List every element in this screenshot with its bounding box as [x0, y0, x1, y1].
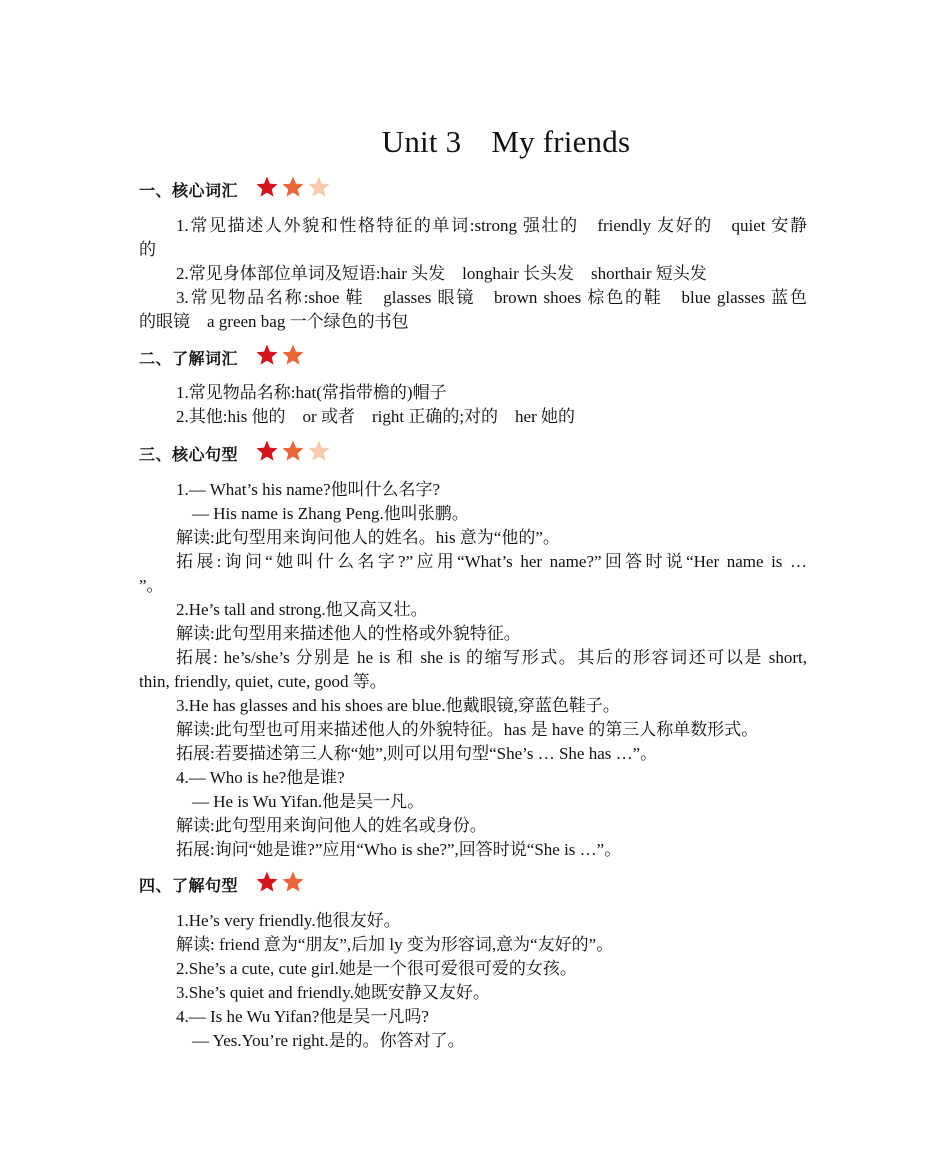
- star-icon: [254, 439, 280, 463]
- section-title: 三、核心句型: [139, 444, 239, 464]
- text-line: 解读: friend 意为“朋友”,后加 ly 变为形容词,意为“友好的”。: [176, 935, 614, 954]
- section-heading-extra-vocabulary: [139, 344, 306, 370]
- text-line: 2.He’s tall and strong.他又高又壮。: [176, 600, 428, 619]
- text-line: 3.常见物品名称:shoe 鞋 glasses 眼镜 brown shoes 棕色的鞋 blue glasses 蓝色: [176, 288, 807, 307]
- star-icon: [306, 439, 332, 463]
- text-line: 的眼镜 a green bag 一个绿色的书包: [139, 312, 409, 331]
- star-icon: [254, 175, 280, 199]
- text-line: 2.其他:his 他的 or 或者 right 正确的;对的 her 她的: [176, 407, 576, 426]
- text-line: — He is Wu Yifan.他是吴一凡。: [192, 792, 425, 811]
- text-line: 拓展:若要描述第三人称“她”,则可以用句型“She’s … She has …”。: [176, 744, 658, 763]
- section-heading-core-sentences: [139, 440, 332, 466]
- text-line: 的: [139, 240, 156, 259]
- text-line: 4.— Is he Wu Yifan?他是吴一凡吗?: [176, 1007, 429, 1026]
- star-icon: [306, 175, 332, 199]
- star-rating: [254, 175, 332, 199]
- star-icon: [280, 439, 306, 463]
- text-line: 拓展:询问“她是谁?”应用“Who is she?”,回答时说“She is …”。: [176, 840, 622, 859]
- text-line: 1.常见物品名称:hat(常指带檐的)帽子: [176, 383, 447, 402]
- text-line: 1.常见描述人外貌和性格特征的单词:strong 强壮的 friendly 友好的 quiet 安静: [176, 216, 807, 235]
- star-rating: [254, 870, 306, 894]
- text-line: 1.— What’s his name?他叫什么名字?: [176, 480, 441, 499]
- star-icon: [254, 343, 280, 367]
- text-line: 2.She’s a cute, cute girl.她是一个很可爱很可爱的女孩。: [176, 959, 577, 978]
- text-line: 拓展:询问“她叫什么名字?”应用“What’s her name?”回答时说“Her name is …: [176, 552, 807, 571]
- text-line: — Yes.You’re right.是的。你答对了。: [192, 1031, 465, 1050]
- star-icon: [280, 175, 306, 199]
- section-heading-core-vocabulary: [139, 176, 332, 202]
- text-line: 解读:此句型用来询问他人的姓名。his 意为“他的”。: [176, 528, 560, 547]
- star-icon: [280, 870, 306, 894]
- text-line: 1.He’s very friendly.他很友好。: [176, 911, 401, 930]
- unit-number: Unit 3: [381, 124, 462, 159]
- section-heading-extra-sentences: [139, 871, 306, 897]
- star-rating: [254, 343, 306, 367]
- text-line: 2.常见身体部位单词及短语:hair 头发 longhair 长头发 shorthair 短头发: [176, 264, 707, 283]
- star-icon: [280, 343, 306, 367]
- text-line: 3.He has glasses and his shoes are blue.他戴眼镜,穿蓝色鞋子。: [176, 696, 620, 715]
- star-rating: [254, 439, 332, 463]
- text-line: 拓展: he’s/she’s 分别是 he is 和 she is 的缩写形式。其后的形容词还可以是 short,: [176, 648, 807, 667]
- page-title: [0, 124, 950, 160]
- section-title: 二、了解词汇: [139, 348, 239, 368]
- text-line: — His name is Zhang Peng.他叫张鹏。: [192, 504, 469, 523]
- unit-name: My friends: [491, 124, 631, 159]
- section-title: 四、了解句型: [139, 875, 239, 895]
- text-line: 4.— Who is he?他是谁?: [176, 768, 345, 787]
- section-title: 一、核心词汇: [139, 180, 239, 200]
- text-line: 解读:此句型也可用来描述他人的外貌特征。has 是 have 的第三人称单数形式。: [176, 720, 759, 739]
- text-line: ”。: [139, 576, 164, 595]
- text-line: 3.She’s quiet and friendly.她既安静又友好。: [176, 983, 490, 1002]
- text-line: thin, friendly, quiet, cute, good 等。: [139, 672, 387, 691]
- star-icon: [254, 870, 280, 894]
- text-line: 解读:此句型用来描述他人的性格或外貌特征。: [176, 624, 521, 643]
- text-line: 解读:此句型用来询问他人的姓名或身份。: [176, 816, 487, 835]
